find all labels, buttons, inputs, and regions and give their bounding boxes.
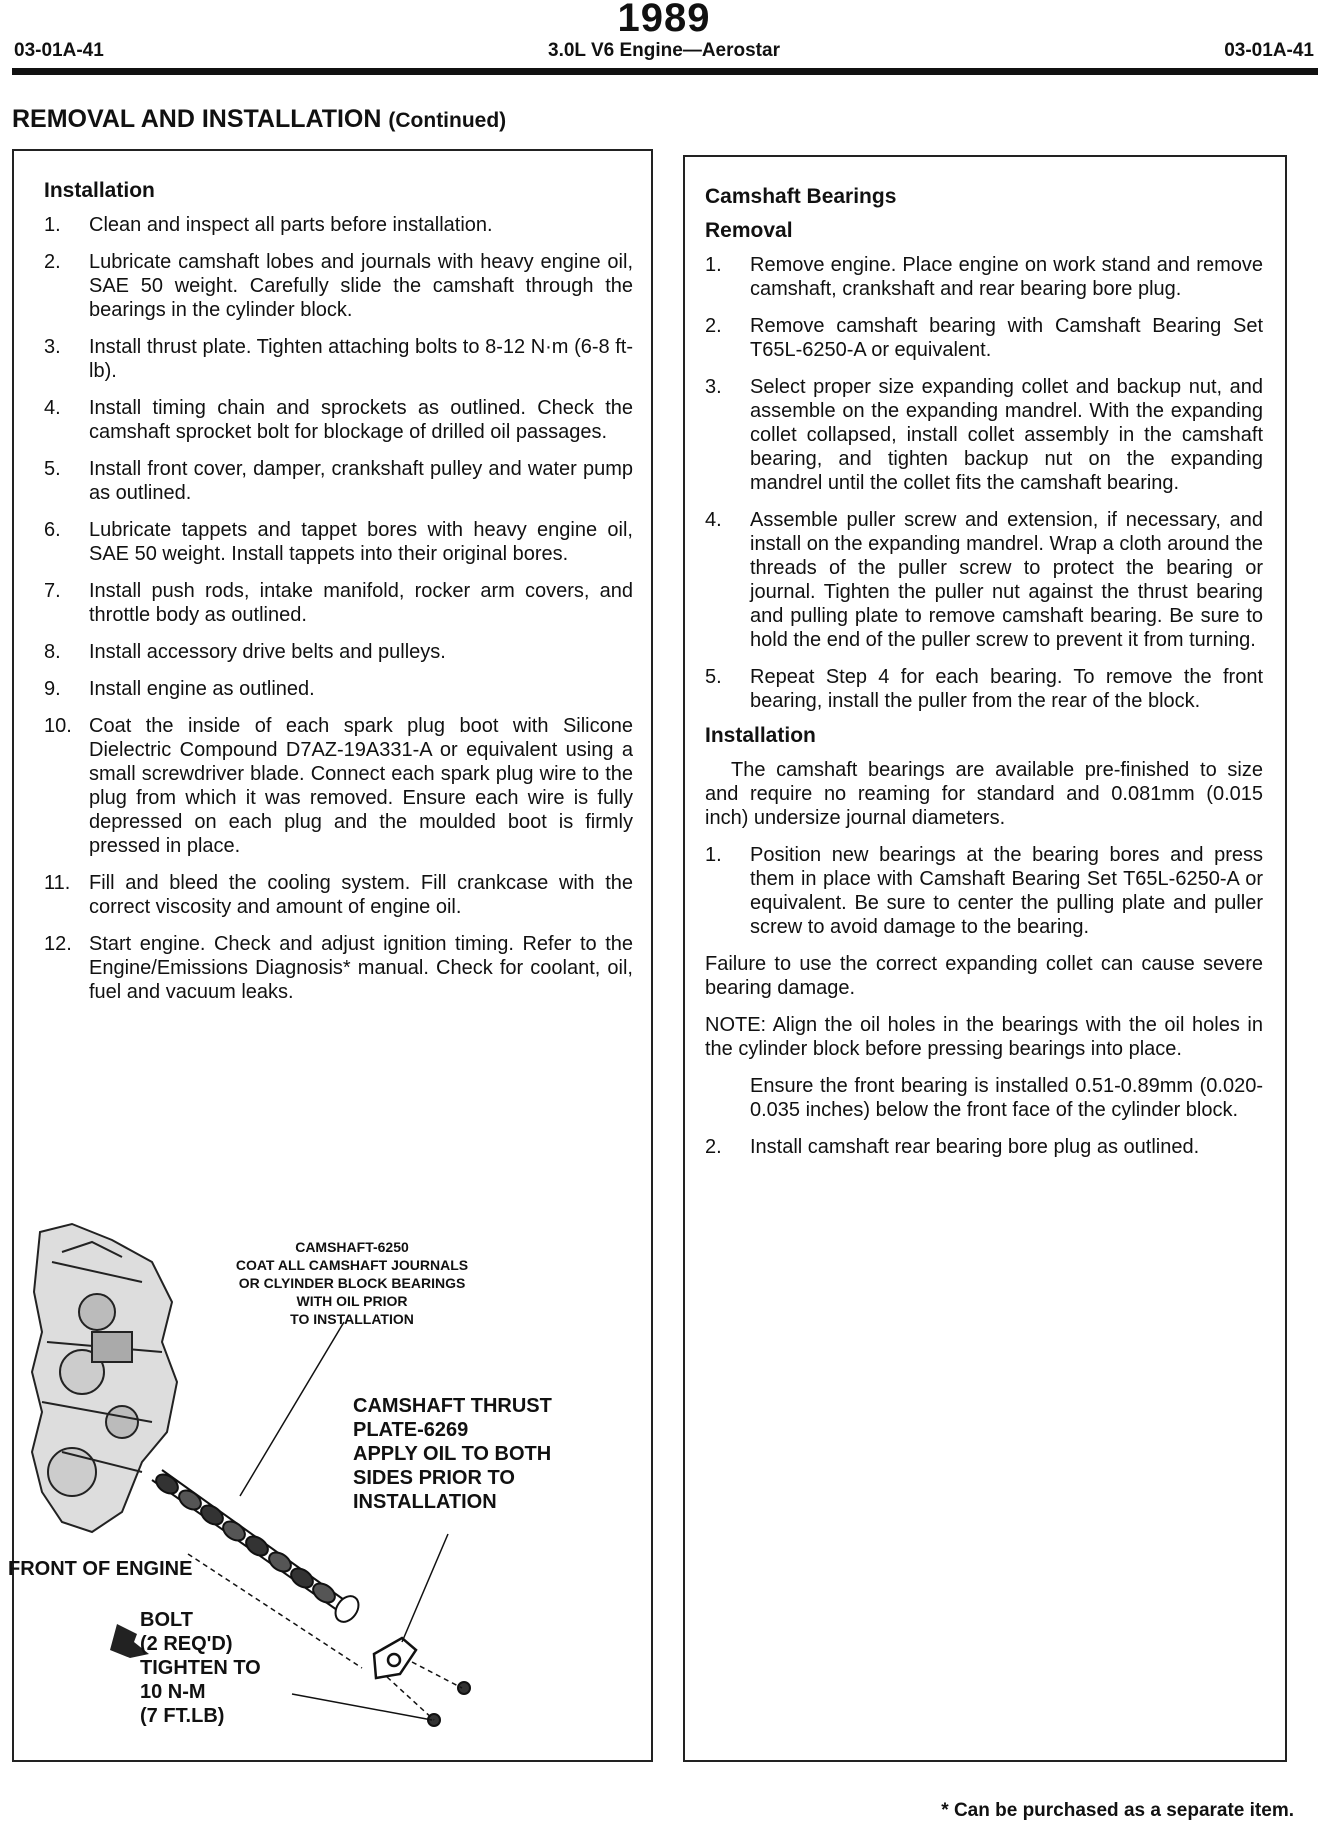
step-number: 7.: [44, 580, 61, 602]
camshaft-callout: [192, 1238, 512, 1328]
step-text: Fill and bleed the cooling system. Fill crankcase with the correct viscosity and amount of engine oil.: [89, 872, 633, 918]
list-item: [705, 375, 1263, 495]
step-number: 1.: [705, 844, 722, 866]
callout-line: OR CLYINDER BLOCK BEARINGS: [238, 1275, 466, 1291]
step-number: 3.: [705, 376, 722, 398]
step-number: 2.: [44, 251, 61, 273]
step-text: Remove camshaft bearing with Camshaft Bearing Set T65L-6250-A or equivalent.: [750, 315, 1263, 361]
callout-line: SIDES PRIOR TO: [353, 1467, 515, 1489]
list-item: [44, 518, 633, 566]
callout-line: TO INSTALLATION: [290, 1311, 414, 1327]
step-number: 10.: [44, 715, 72, 737]
note-text: NOTE: Align the oil holes in the bearings with the oil holes in the cylinder block before pressing bearings into place.: [705, 1014, 1263, 1060]
step-text: Repeat Step 4 for each bearing. To remove the front bearing, install the puller from the rear of the block.: [750, 666, 1263, 712]
list-item: [705, 665, 1263, 713]
footnote: * Can be purchased as a separate item.: [941, 1800, 1294, 1821]
list-item: [705, 843, 1263, 939]
step-text: Install timing chain and sprockets as outlined. Check the camshaft sprocket bolt for blockage of drilled oil passages.: [89, 397, 633, 443]
callout-line: (2 REQ'D): [140, 1633, 233, 1655]
list-item: [705, 314, 1263, 362]
callout-line: PLATE-6269: [353, 1419, 469, 1441]
list-item: [44, 714, 633, 858]
section-continued: (Continued): [388, 109, 507, 132]
callout-line: (7 FT.LB): [140, 1705, 225, 1727]
installation-heading: Installation: [44, 179, 155, 202]
camshaft-bearings-heading: Camshaft Bearings: [705, 185, 897, 208]
list-item: [44, 396, 633, 444]
camshaft-illustration: [2, 1222, 642, 1742]
step-number: 3.: [44, 336, 61, 358]
thrust-plate-callout: [353, 1394, 552, 1514]
list-item: [44, 640, 633, 664]
step-number: 4.: [44, 397, 61, 419]
list-item: [44, 677, 633, 701]
install-steps-cont: [705, 1135, 1263, 1159]
step-number: 9.: [44, 678, 61, 700]
page-code-left: 03-01A-41: [14, 40, 104, 61]
step-text: Start engine. Check and adjust ignition timing. Refer to the Engine/Emissions Diagnosis* manual. Check for coolant, oil, fuel and vacuum leaks.: [89, 933, 633, 1003]
step-text: Lubricate tappets and tappet bores with heavy engine oil, SAE 50 weight. Install tappets into their original bores.: [89, 519, 633, 565]
ensure-text: Ensure the front bearing is installed 0.51-0.89mm (0.020-0.035 inches) below the front face of the cylinder block.: [750, 1075, 1263, 1121]
step-text: Select proper size expanding collet and backup nut, and assemble on the expanding mandrel. With the expanding collet collapsed, install collet assembly in the camshaft bearing, and tighten backup nut on the expanding mandrel until the collet fits the camshaft bearing.: [750, 376, 1263, 494]
step-number: 6.: [44, 519, 61, 541]
list-item: [44, 932, 633, 1004]
year-label: 1989: [617, 0, 711, 40]
list-item: [705, 508, 1263, 652]
step-text: Install front cover, damper, crankshaft pulley and water pump as outlined.: [89, 458, 633, 504]
callout-line: TIGHTEN TO: [140, 1657, 261, 1679]
step-number: 12.: [44, 933, 72, 955]
list-item: [705, 1135, 1263, 1159]
install-steps: [705, 843, 1263, 939]
step-number: 1.: [44, 214, 61, 236]
step-number: 2.: [705, 1136, 722, 1158]
installation-steps: [44, 213, 633, 1004]
step-number: 8.: [44, 641, 61, 663]
callout-line: APPLY OIL TO BOTH: [353, 1443, 552, 1465]
step-text: Install camshaft rear bearing bore plug as outlined.: [750, 1136, 1200, 1158]
callout-line: WITH OIL PRIOR: [296, 1293, 408, 1309]
section-title: [12, 105, 506, 134]
list-item: [44, 457, 633, 505]
header-rule: [12, 68, 1318, 75]
step-text: Clean and inspect all parts before installation.: [89, 214, 493, 236]
front-of-engine-label: FRONT OF ENGINE: [8, 1558, 193, 1580]
install-intro: The camshaft bearings are available pre-finished to size and require no reaming for standard and 0.081mm (0.015 inch) undersize journal diameters.: [705, 759, 1263, 829]
step-text: Assemble puller screw and extension, if necessary, and install on the expanding mandrel. Wrap a cloth around the threads of the puller screw to protect the bearing or journal. Tighten the puller nut against the thrust bearing and pulling plate to remove camshaft bearing. Be sure to hold the end of the puller screw to prevent it from turning.: [750, 509, 1263, 651]
callout-line: BOLT: [140, 1609, 193, 1631]
section-title-text: REMOVAL AND INSTALLATION: [12, 105, 382, 133]
step-text: Install push rods, intake manifold, rocker arm covers, and throttle body as outlined.: [89, 580, 633, 626]
step-number: 2.: [705, 315, 722, 337]
step-text: Install thrust plate. Tighten attaching bolts to 8-12 N·m (6-8 ft-lb).: [89, 336, 633, 382]
list-item: [705, 253, 1263, 301]
caution-text: Failure to use the correct expanding collet can cause severe bearing damage.: [705, 953, 1263, 999]
step-text: Remove engine. Place engine on work stand and remove camshaft, crankshaft and rear bearing bore plug.: [750, 254, 1263, 300]
bolt-callout: [140, 1608, 261, 1728]
callout-line: INSTALLATION: [353, 1491, 497, 1513]
list-item: [44, 871, 633, 919]
right-installation-heading: Installation: [705, 724, 816, 747]
step-text: Install engine as outlined.: [89, 678, 315, 700]
step-number: 1.: [705, 254, 722, 276]
list-item: [44, 213, 633, 237]
callout-line: COAT ALL CAMSHAFT JOURNALS: [235, 1257, 469, 1273]
removal-heading: Removal: [705, 219, 793, 242]
callout-line: 10 N-M: [140, 1681, 206, 1703]
removal-steps: [705, 253, 1263, 713]
page-title: 3.0L V6 Engine—Aerostar: [548, 40, 780, 61]
camshaft-bearings-panel: [683, 155, 1287, 1762]
callout-line: CAMSHAFT-6250: [295, 1239, 409, 1255]
step-text: Position new bearings at the bearing bores and press them in place with Camshaft Bearing Set T65L-6250-A or equivalent. Be sure to center the pulling plate and puller screw to avoid damage to the bearing.: [750, 844, 1263, 938]
step-number: 11.: [44, 872, 71, 894]
step-text: Coat the inside of each spark plug boot with Silicone Dielectric Compound D7AZ-19A331-A or equivalent using a small screwdriver blade. Connect each spark plug wire to the plug from which it was removed. Ensure each wire is fully depressed on each plug and the moulded boot is firmly pressed in place.: [89, 715, 633, 857]
page-code-right: 03-01A-41: [1224, 40, 1314, 61]
list-item: [44, 579, 633, 627]
step-text: Install accessory drive belts and pulleys.: [89, 641, 446, 663]
step-text: Lubricate camshaft lobes and journals with heavy engine oil, SAE 50 weight. Carefully slide the camshaft through the bearings in the cylinder block.: [89, 251, 633, 321]
list-item: [44, 250, 633, 322]
step-number: 5.: [44, 458, 61, 480]
step-number: 5.: [705, 666, 722, 688]
list-item: [44, 335, 633, 383]
step-number: 4.: [705, 509, 722, 531]
callout-line: CAMSHAFT THRUST: [353, 1395, 552, 1417]
